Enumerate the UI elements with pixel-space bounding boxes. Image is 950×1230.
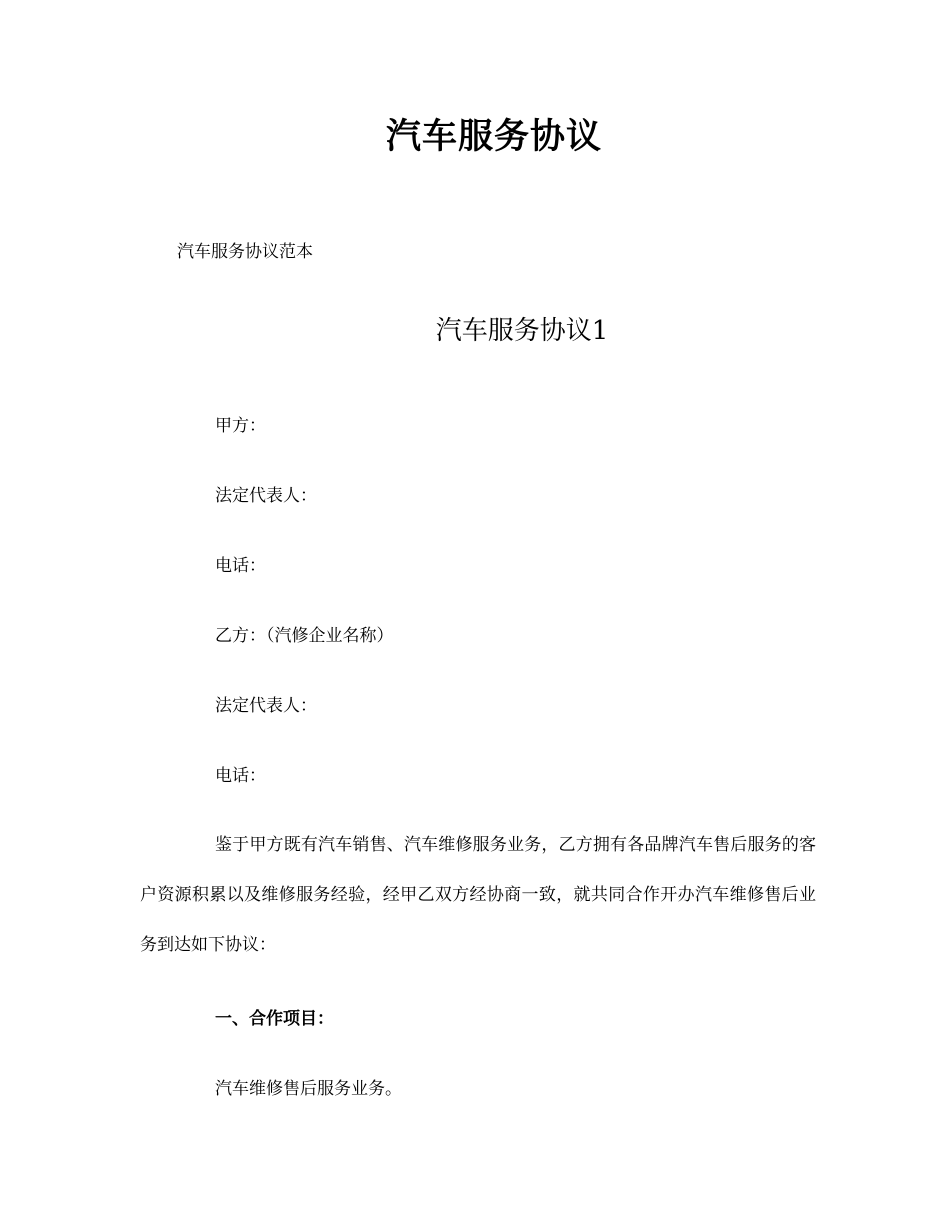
party-b-representative-label: 法定代表人：	[215, 696, 317, 716]
party-a-label: 甲方：	[215, 416, 266, 436]
party-a-representative-label: 法定代表人：	[215, 486, 317, 506]
party-b-phone-label: 电话：	[215, 766, 266, 786]
party-b-label: 乙方：（汽修企业名称）	[215, 626, 394, 646]
document-title: 汽车服务协议	[385, 116, 602, 157]
party-a-phone-label: 电话：	[215, 556, 266, 576]
preamble-paragraph: 鉴于甲方既有汽车销售、汽车维修服务业务，乙方拥有各品牌汽车售后服务的客户资源积累以及维修服务经验，经甲乙双方经协商一致，就共同合作开办汽车维修售后业务到达如下协议：	[140, 835, 816, 955]
template-label: 汽车服务协议范本	[177, 242, 313, 262]
section-1-heading: 一、合作项目：	[215, 1009, 334, 1029]
section-1-body: 汽车维修售后服务业务。	[215, 1079, 402, 1099]
agreement-subtitle: 汽车服务协议1	[435, 316, 609, 346]
